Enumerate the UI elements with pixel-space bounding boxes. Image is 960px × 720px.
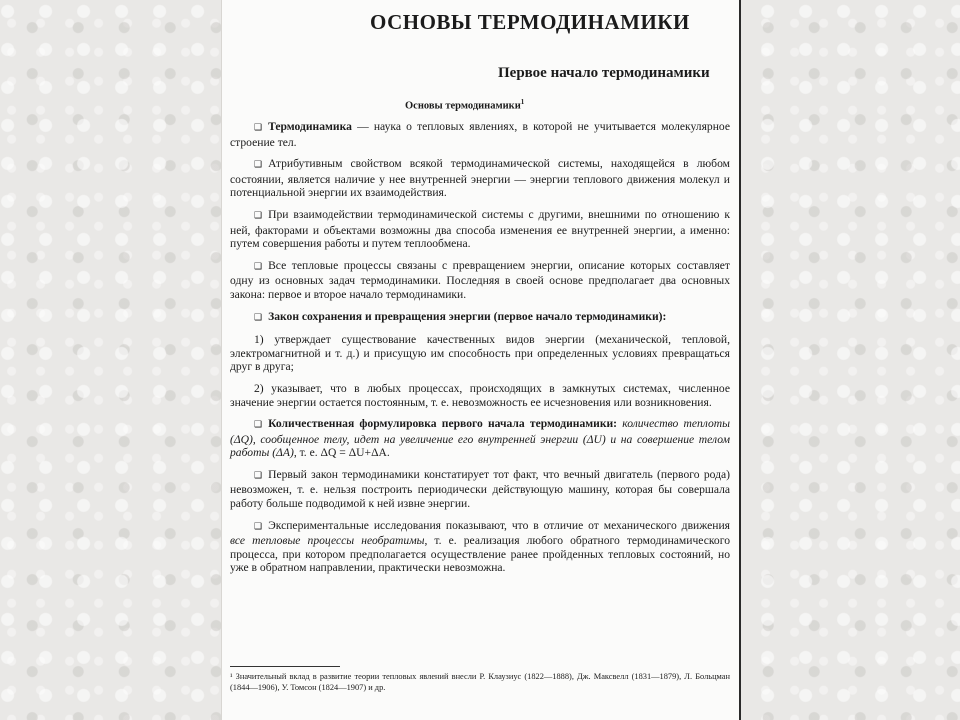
italic-text: все тепловые процессы необратимы (230, 534, 425, 548)
section-heading (405, 98, 524, 112)
paragraph-text: Первый закон термодинамики констатирует тот факт, что вечный двигатель (первого рода) невозможен, т. е. нельзя построить периодически действующую машину, которая бы совершала работу больше подводимой к ней извне энергии. (230, 467, 730, 511)
paragraph-text: Все тепловые процессы связаны с превращением энергии, описание которых составляет одну из основных задач термодинамики. Последняя в своей основе предполагает два основных закона: первое и второе начало термодинамики. (230, 258, 730, 301)
term-bold: Количественная формулировка первого начала термодинамики: (268, 417, 618, 431)
footnote-mark: 1 (520, 98, 525, 106)
paragraph-text: Экспериментальные исследования показывают, что в отличие от механического движения (268, 518, 730, 532)
paragraph (230, 120, 730, 149)
paragraph (230, 157, 730, 200)
footnote: ¹ Значительный вклад в развитие теории тепловых явлений внесли Р. Клаузиус (1822—1888), Дж. Максвелл (1831—1879), Л. Больцман (1844—1906), У. Томсон (1824—1907) и др. (230, 672, 730, 692)
paragraph-text: , т. е. ΔQ = ΔU+ΔA. (293, 446, 390, 460)
paragraph (230, 417, 730, 460)
paragraph-text: При взаимодействии термодинамической системы с другими, внешними по отношению к ней, факторами и объектами возможны два способа изменения ее внутренней энергии, а именно: путем совершения работы и путем теплообмена. (230, 207, 730, 251)
italic-text: количество теплоты (ΔQ), сообщенное телу, идет на увеличение его внутренней энергии (ΔU) и на совершение телом работы (ΔA) (230, 417, 730, 460)
page-subtitle: Первое начало термодинамики (498, 65, 710, 81)
paragraph-text: Атрибутивным свойством всякой термодинамической системы, находящейся в любом состоянии, является наличие у нее внутренней энергии — энергии теплового движения молекул и потенциальной энергии их взаимодействия. (230, 157, 730, 200)
checkbox-bullet-icon: ❑ (254, 470, 263, 481)
paragraph (230, 259, 730, 302)
paragraph-text: 2) указывает, что в любых процессах, происходящих в замкнутых системах, численное значение энергии остается постоянным, т. е. невозможность ее исчезновения или возникновения. (230, 381, 730, 409)
section-heading-text: Основы термодинамики (405, 100, 521, 112)
checkbox-bullet-icon: ❑ (254, 210, 263, 221)
paragraph (230, 519, 730, 575)
paragraph-list (230, 120, 730, 583)
document-page (221, 0, 741, 720)
checkbox-bullet-icon: ❑ (254, 312, 263, 323)
term-bold: Закон сохранения и превращения энергии (первое начало термодинамики): (268, 309, 667, 323)
paragraph-text: 1) утверждает существование качественных видов энергии (механической, тепловой, электромагнитной и т. д.) и присущую им способность при определенных условиях превращаться друг в друга; (230, 333, 730, 374)
checkbox-bullet-icon: ❑ (254, 160, 263, 171)
footnote-divider (230, 666, 340, 667)
term-bold: Термодинамика (268, 120, 352, 133)
checkbox-bullet-icon: ❑ (254, 521, 263, 532)
page-edge (739, 0, 741, 720)
paragraph-text: — наука о тепловых явлениях, в которой не учитывается молекулярное строение тел. (230, 120, 730, 149)
checkbox-bullet-icon: ❑ (254, 123, 263, 133)
paragraph (230, 382, 730, 409)
paragraph (230, 333, 730, 374)
paragraph (230, 468, 730, 511)
paragraph (230, 208, 730, 251)
checkbox-bullet-icon: ❑ (254, 261, 263, 272)
checkbox-bullet-icon: ❑ (254, 420, 263, 431)
page-title: ОСНОВЫ ТЕРМОДИНАМИКИ (370, 10, 690, 34)
paragraph (230, 310, 730, 326)
paragraph-text: , т. е. реализация любого обратного термодинамического процесса, при котором предполагается осуществление ранее пройденных тепловых состояний, но уже в обратном направлении, практически невозможна. (230, 534, 730, 575)
